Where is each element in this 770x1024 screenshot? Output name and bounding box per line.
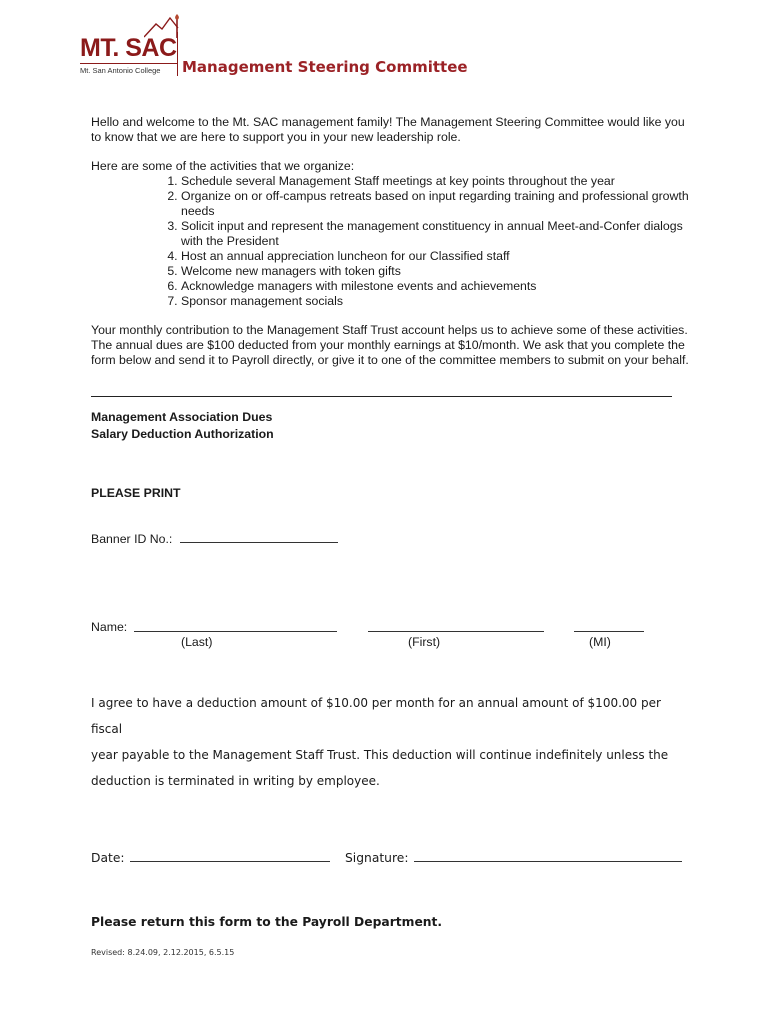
logo-divider: [177, 32, 178, 76]
list-item: 1. Schedule several Management Staff meetings at key points throughout the year: [181, 174, 701, 189]
list-item: 7. Sponsor management socials: [181, 294, 701, 309]
revision-note: Revised: 8.24.09, 2.12.2015, 6.5.15: [91, 948, 235, 957]
agreement-text: [91, 690, 691, 794]
return-note: Please return this form to the Payroll Department.: [91, 915, 443, 929]
activities-list: [160, 174, 701, 309]
logo-subtitle: Mt. San Antonio College: [80, 66, 161, 75]
college-logo: [80, 14, 184, 84]
section-divider: [91, 396, 672, 397]
last-name-caption: (Last): [181, 635, 213, 649]
first-name-field[interactable]: [368, 620, 544, 632]
signature-field[interactable]: [414, 850, 682, 862]
intro-paragraph: Hello and welcome to the Mt. SAC management family! The Management Steering Committee would like you to know that we are here to support you in your new leadership role.: [91, 115, 685, 144]
signature-label: Signature:: [345, 851, 409, 865]
list-item: 5. Welcome new managers with token gifts: [181, 264, 701, 279]
date-label: Date:: [91, 851, 125, 865]
last-name-field[interactable]: [134, 620, 337, 632]
list-item: 6. Acknowledge managers with milestone events and achievements: [181, 279, 701, 294]
date-field[interactable]: [130, 850, 330, 862]
signature-row: [345, 850, 682, 865]
list-item: 2. Organize on or off-campus retreats based on input regarding training and professional growth needs: [181, 189, 701, 219]
list-item: 4. Host an annual appreciation luncheon for our Classified staff: [181, 249, 701, 264]
name-row: [91, 620, 127, 634]
page-title: Management Steering Committee: [182, 58, 468, 76]
date-row: [91, 850, 330, 865]
banner-id-label: Banner ID No.:: [91, 532, 173, 546]
agreement-line: year payable to the Management Staff Trust. This deduction will continue indefinitely unless the: [91, 748, 669, 762]
logo-underline: [80, 63, 178, 64]
name-label: Name:: [91, 620, 128, 634]
banner-id-row: [91, 531, 338, 546]
form-title: Management Association Dues: [91, 410, 273, 424]
banner-id-field[interactable]: [180, 531, 338, 543]
please-print-note: PLEASE PRINT: [91, 486, 181, 500]
agreement-line: deduction is terminated in writing by employee.: [91, 774, 380, 788]
list-item: 3. Solicit input and represent the management constituency in annual Meet-and-Confer dialogs with the President: [181, 219, 701, 249]
middle-initial-caption: (MI): [589, 635, 611, 649]
middle-initial-field[interactable]: [574, 620, 644, 632]
logo-text: MT. SAC: [80, 34, 177, 62]
contribution-paragraph: Your monthly contribution to the Management Staff Trust account helps us to achieve some of these activities. The annual dues are $100 deducted from your monthly earnings at $10/month. We ask that you complete the form below and send it to Payroll directly, or give it to one of the committee members to submit on your behalf.: [91, 323, 689, 367]
agreement-line: I agree to have a deduction amount of $10.00 per month for an annual amount of $100.00 per fiscal: [91, 696, 661, 736]
form-subtitle: Salary Deduction Authorization: [91, 427, 274, 441]
first-name-caption: (First): [408, 635, 441, 649]
activities-intro: Here are some of the activities that we organize:: [91, 159, 355, 173]
